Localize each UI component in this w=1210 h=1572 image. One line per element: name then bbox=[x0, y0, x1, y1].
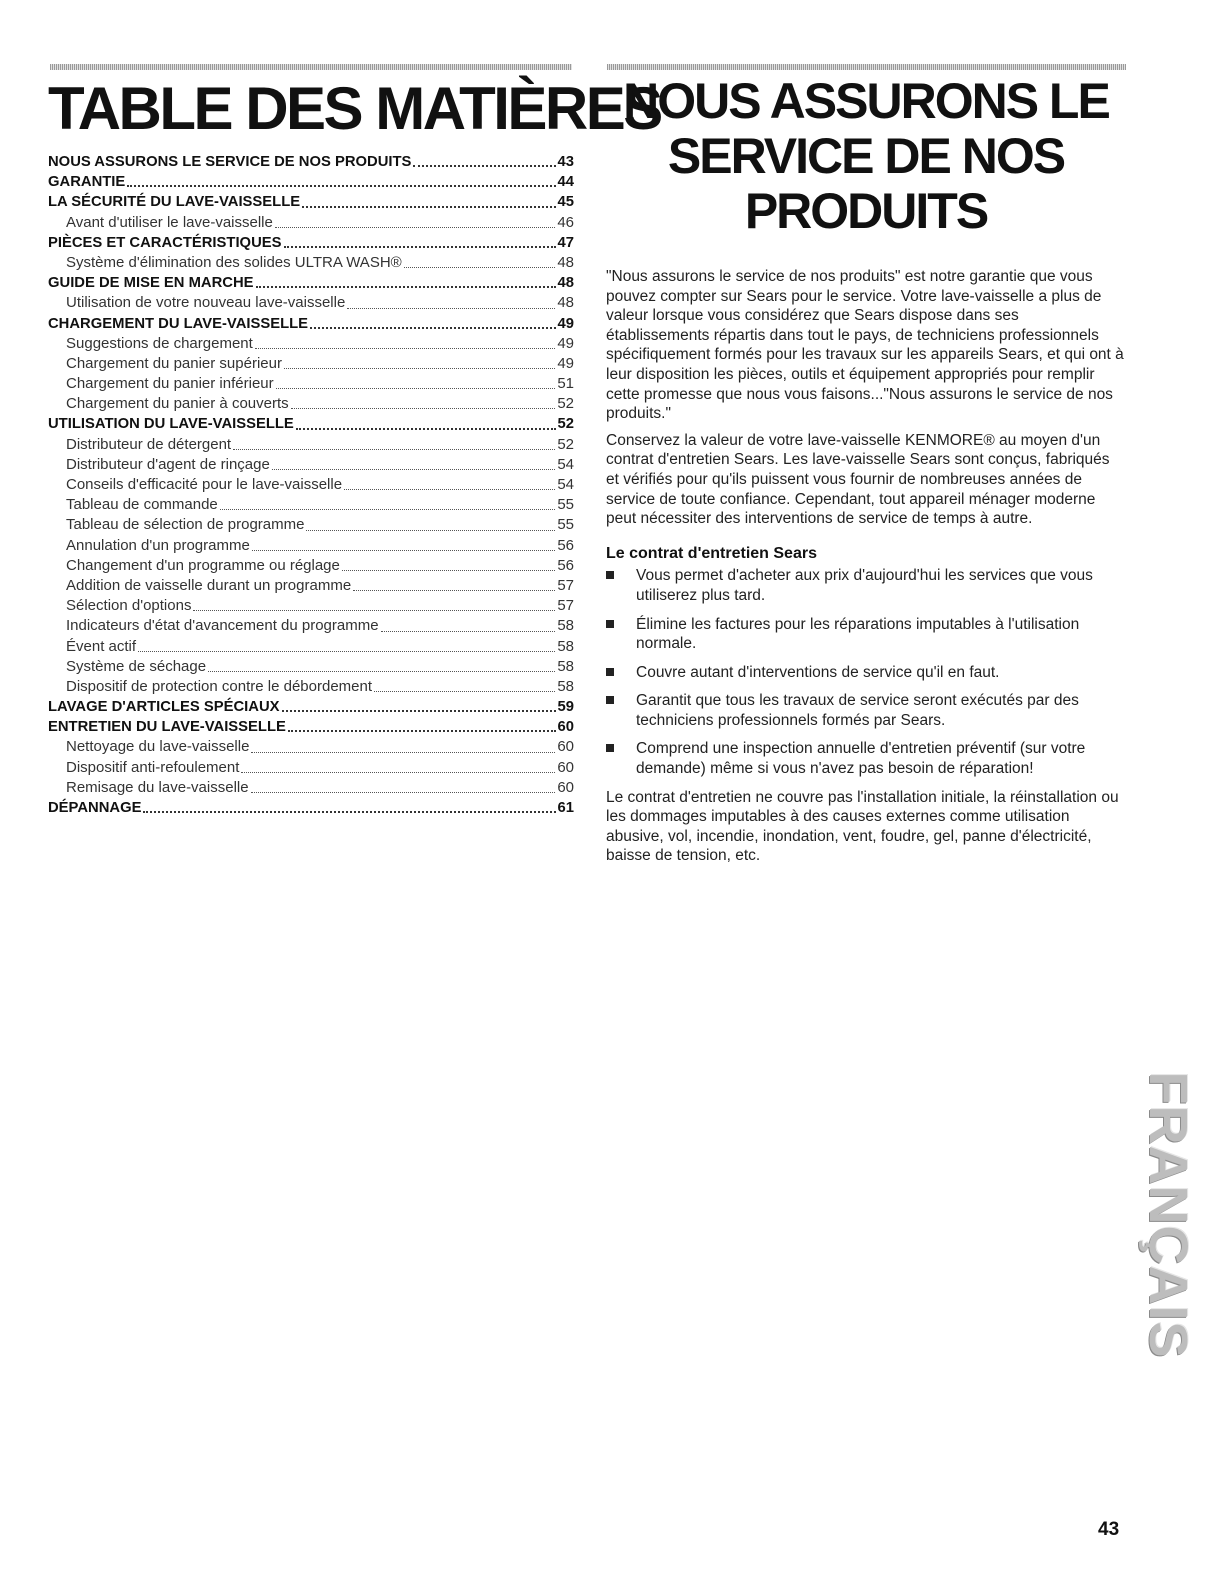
toc-subsection-entry bbox=[48, 515, 574, 535]
toc-entry-title: Dispositif de protection contre le débordement bbox=[66, 677, 373, 695]
toc-dot-leader bbox=[127, 185, 555, 187]
toc-entry-page: 55 bbox=[557, 516, 574, 534]
toc-entry-page: 58 bbox=[557, 637, 574, 655]
toc-section-entry bbox=[48, 717, 574, 737]
toc-subsection-entry bbox=[48, 495, 574, 515]
language-tab-label: FRANÇAIS bbox=[1138, 1071, 1198, 1359]
toc-entry-title: Nettoyage du lave-vaisselle bbox=[66, 738, 250, 756]
toc-entry-page: 47 bbox=[557, 234, 574, 251]
bullet-text: Couvre autant d'interventions de service qu'il en faut. bbox=[636, 663, 1000, 681]
toc-subsection-entry bbox=[48, 334, 574, 354]
toc-entry-page: 49 bbox=[557, 315, 574, 332]
toc-entry-page: 60 bbox=[557, 778, 574, 796]
table-of-contents bbox=[48, 74, 661, 818]
toc-entry-title: Suggestions de chargement bbox=[66, 334, 253, 352]
contract-subheading: Le contrat d'entretien Sears bbox=[606, 544, 817, 562]
bullet-item bbox=[606, 615, 1126, 654]
toc-entry-page: 51 bbox=[557, 375, 574, 393]
toc-entry-page: 43 bbox=[557, 154, 574, 170]
toc-entry-page: 58 bbox=[557, 657, 574, 675]
toc-subsection-entry bbox=[48, 374, 574, 394]
service-paragraph-3: Le contrat d'entretien ne couvre pas l'installation initiale, la réinstallation ou les dommages imputables à des causes externes comme utilisation abusive, vol, incendie, inondation, vent, foudre, gel, panne d'électricité, baisse de tension, etc. bbox=[606, 788, 1119, 865]
toc-entry-page: 48 bbox=[557, 275, 574, 292]
toc-subsection-entry bbox=[48, 596, 574, 616]
toc-entry-title: Conseils d'efficacité pour le lave-vaisselle bbox=[66, 476, 343, 493]
toc-entry-page: 57 bbox=[557, 597, 574, 615]
toc-dot-leader bbox=[241, 772, 555, 773]
toc-entry-title: Addition de vaisselle durant un programme bbox=[66, 576, 352, 594]
bullet-item bbox=[606, 691, 1126, 730]
toc-section-entry bbox=[48, 172, 574, 192]
toc-subsection-entry bbox=[48, 637, 574, 657]
toc-section-entry bbox=[48, 798, 574, 818]
toc-subsection-entry bbox=[48, 778, 574, 798]
toc-entry-title: Chargement du panier supérieur bbox=[66, 354, 282, 372]
bullet-text: Garantit que tous les travaux de service seront exécutés par des techniciens professionnels formés par Sears. bbox=[636, 692, 1079, 729]
toc-subsection-entry bbox=[48, 455, 574, 475]
toc-entry-title: Évent actif bbox=[66, 637, 137, 655]
contract-bullet-list bbox=[606, 566, 1126, 778]
square-bullet-icon bbox=[606, 668, 614, 676]
toc-subsection-entry bbox=[48, 253, 574, 273]
toc-section-entry bbox=[48, 414, 574, 434]
toc-dot-leader bbox=[306, 530, 555, 531]
toc-dot-leader bbox=[256, 286, 556, 288]
toc-section-entry bbox=[48, 314, 574, 334]
service-paragraph-1: "Nous assurons le service de nos produits" est notre garantie que vous pouvez compter sur Sears pour le service. Votre lave-vaisselle a plus de valeur lorsque vous considérez que Sears dispose dans ses établissements répartis dans tout le pays, de techniciens professionnels spécifiquement formés pour les travaux sur les appareils Sears, et qui ont à leur disposition les pièces, outils et équipement appropriés pour remplir cette promesse que nous vous faisons..."Nous assurons le service de nos produits." bbox=[606, 268, 1124, 423]
toc-entry-title: Changement d'un programme ou réglage bbox=[66, 556, 340, 574]
toc-entry-page: 49 bbox=[557, 334, 574, 352]
toc-entry-title: Sélection d'options bbox=[66, 597, 192, 615]
toc-dot-leader bbox=[208, 671, 555, 672]
toc-entry-title: PIÈCES ET CARACTÉRISTIQUES bbox=[48, 234, 282, 251]
toc-entry-title: Utilisation de votre nouveau lave-vaisselle bbox=[66, 294, 346, 312]
toc-dot-leader bbox=[272, 469, 555, 470]
toc-dot-leader bbox=[251, 752, 555, 753]
service-section bbox=[606, 74, 1126, 873]
page-number: 43 bbox=[1098, 1519, 1120, 1540]
toc-dot-leader bbox=[374, 691, 555, 692]
toc-entry-title: Remisage du lave-vaisselle bbox=[66, 778, 249, 796]
toc-dot-leader bbox=[342, 570, 555, 571]
bullet-item bbox=[606, 663, 1126, 683]
toc-entry-title: GUIDE DE MISE EN MARCHE bbox=[48, 275, 254, 292]
toc-dot-leader bbox=[276, 388, 556, 389]
toc-entry-title: NOUS ASSURONS LE SERVICE DE NOS PRODUITS bbox=[48, 154, 412, 170]
toc-entry-title: Tableau de sélection de programme bbox=[66, 516, 305, 534]
toc-entry-title: Avant d'utiliser le lave-vaisselle bbox=[66, 213, 273, 231]
toc-entry-page: 52 bbox=[557, 435, 574, 453]
toc-subsection-entry bbox=[48, 354, 574, 374]
toc-subsection-entry bbox=[48, 293, 574, 313]
toc-section-entry bbox=[48, 152, 574, 172]
toc-dot-leader bbox=[284, 246, 556, 248]
bullet-text: Comprend une inspection annuelle d'entretien préventif (sur votre demande) même si vous n'avez pas besoin de réparation! bbox=[636, 740, 1086, 778]
toc-dot-leader bbox=[275, 227, 555, 228]
toc-entry-page: 58 bbox=[557, 617, 574, 635]
toc-entry-title: Annulation d'un programme bbox=[66, 536, 250, 554]
toc-section-entry bbox=[48, 273, 574, 293]
toc-subsection-entry bbox=[48, 616, 574, 636]
toc-dot-leader bbox=[252, 550, 556, 551]
toc-subsection-entry bbox=[48, 394, 574, 414]
toc-entry-title: Système de séchage bbox=[66, 657, 207, 675]
bullet-item bbox=[606, 739, 1126, 778]
toc-dot-leader bbox=[284, 368, 555, 369]
toc-entry-page: 61 bbox=[557, 800, 574, 816]
toc-entry-page: 58 bbox=[557, 677, 574, 695]
square-bullet-icon bbox=[606, 571, 614, 579]
toc-dot-leader bbox=[251, 792, 556, 793]
toc-dot-leader bbox=[344, 489, 555, 490]
service-title: NOUS ASSURONS LE SERVICE DE NOS PRODUITS bbox=[623, 73, 1109, 239]
toc-entry-page: 60 bbox=[557, 719, 574, 736]
toc-dot-leader bbox=[347, 308, 555, 309]
square-bullet-icon bbox=[606, 620, 614, 628]
square-bullet-icon bbox=[606, 696, 614, 704]
toc-dot-leader bbox=[353, 590, 555, 591]
service-body bbox=[606, 267, 1126, 866]
toc-list bbox=[48, 152, 574, 818]
toc-entry-page: 60 bbox=[557, 738, 574, 756]
toc-dot-leader bbox=[302, 206, 555, 208]
bullet-text: Vous permet d'acheter aux prix d'aujourd'hui les services que vous utiliserez plus tard. bbox=[636, 567, 1093, 604]
toc-section-entry bbox=[48, 192, 574, 212]
toc-subsection-entry bbox=[48, 213, 574, 233]
toc-dot-leader bbox=[404, 267, 556, 268]
toc-entry-page: 44 bbox=[557, 174, 574, 191]
toc-dot-leader bbox=[381, 631, 556, 632]
toc-dot-leader bbox=[255, 348, 556, 349]
toc-entry-page: 52 bbox=[557, 416, 574, 433]
toc-dot-leader bbox=[193, 610, 555, 611]
toc-entry-title: Distributeur d'agent de rinçage bbox=[66, 455, 270, 473]
toc-entry-title: Dispositif anti-refoulement bbox=[66, 758, 240, 776]
toc-section-entry bbox=[48, 697, 574, 717]
bullet-text: Élimine les factures pour les réparations imputables à l'utilisation normale. bbox=[636, 615, 1080, 653]
toc-entry-title: CHARGEMENT DU LAVE-VAISSELLE bbox=[48, 315, 309, 332]
toc-entry-title: Système d'élimination des solides ULTRA WASH® bbox=[66, 253, 402, 271]
toc-entry-page: 45 bbox=[557, 194, 574, 211]
toc-entry-title: ENTRETIEN DU LAVE-VAISSELLE bbox=[48, 719, 286, 736]
square-bullet-icon bbox=[606, 744, 614, 752]
toc-dot-leader bbox=[288, 730, 556, 732]
toc-entry-title: Indicateurs d'état d'avancement du programme bbox=[66, 617, 379, 635]
toc-dot-leader bbox=[296, 428, 556, 430]
toc-entry-title: LAVAGE D'ARTICLES SPÉCIAUX bbox=[48, 699, 280, 716]
toc-entry-title: Chargement du panier à couverts bbox=[66, 395, 289, 413]
toc-entry-title: DÉPANNAGE bbox=[48, 800, 142, 816]
bullet-item bbox=[606, 566, 1126, 605]
toc-subsection-entry bbox=[48, 737, 574, 757]
toc-subsection-entry bbox=[48, 657, 574, 677]
toc-entry-title: Chargement du panier inférieur bbox=[66, 375, 274, 393]
toc-entry-page: 60 bbox=[557, 758, 574, 776]
toc-dot-leader bbox=[138, 651, 555, 652]
toc-entry-page: 54 bbox=[557, 476, 574, 493]
toc-entry-page: 55 bbox=[557, 496, 574, 514]
toc-subsection-entry bbox=[48, 576, 574, 596]
toc-entry-page: 57 bbox=[557, 576, 574, 594]
toc-entry-page: 59 bbox=[557, 699, 574, 716]
top-rule-left bbox=[50, 64, 572, 70]
toc-dot-leader bbox=[310, 327, 555, 329]
toc-title: TABLE DES MATIÈRES bbox=[48, 75, 661, 142]
toc-entry-page: 56 bbox=[557, 536, 574, 554]
toc-entry-title: UTILISATION DU LAVE-VAISSELLE bbox=[48, 416, 294, 433]
toc-entry-page: 49 bbox=[557, 354, 574, 372]
toc-dot-leader bbox=[233, 449, 555, 450]
toc-entry-title: GARANTIE bbox=[48, 174, 126, 191]
toc-subsection-entry bbox=[48, 758, 574, 778]
toc-section-entry bbox=[48, 233, 574, 253]
toc-subsection-entry bbox=[48, 677, 574, 697]
toc-entry-page: 52 bbox=[557, 395, 574, 413]
toc-entry-page: 48 bbox=[557, 253, 574, 271]
toc-entry-title: Tableau de commande bbox=[66, 496, 218, 514]
toc-dot-leader bbox=[291, 408, 556, 409]
toc-subsection-entry bbox=[48, 435, 574, 455]
toc-dot-leader bbox=[282, 710, 556, 712]
toc-subsection-entry bbox=[48, 556, 574, 576]
toc-entry-page: 56 bbox=[557, 556, 574, 574]
toc-dot-leader bbox=[143, 811, 555, 813]
toc-entry-title: Distributeur de détergent bbox=[66, 435, 232, 453]
toc-entry-title: LA SÉCURITÉ DU LAVE-VAISSELLE bbox=[48, 194, 301, 211]
service-paragraph-2: Conservez la valeur de votre lave-vaisselle KENMORE® au moyen d'un contrat d'entretien Sears. Les lave-vaisselle Sears sont conçus, fabriqués et vérifiés pour qu'ils puissent vous fournir de nombreuses années de service de toute confiance. Cependant, tout appareil ménager moderne peut nécessiter des interventions de service de temps à autre. bbox=[606, 431, 1110, 528]
toc-subsection-entry bbox=[48, 475, 574, 495]
toc-entry-page: 48 bbox=[557, 294, 574, 312]
toc-dot-leader bbox=[413, 165, 555, 167]
toc-subsection-entry bbox=[48, 536, 574, 556]
toc-entry-page: 54 bbox=[557, 455, 574, 473]
toc-dot-leader bbox=[220, 509, 556, 510]
toc-entry-page: 46 bbox=[557, 213, 574, 231]
top-rule-right bbox=[607, 64, 1126, 70]
language-tab bbox=[1138, 1071, 1198, 1359]
